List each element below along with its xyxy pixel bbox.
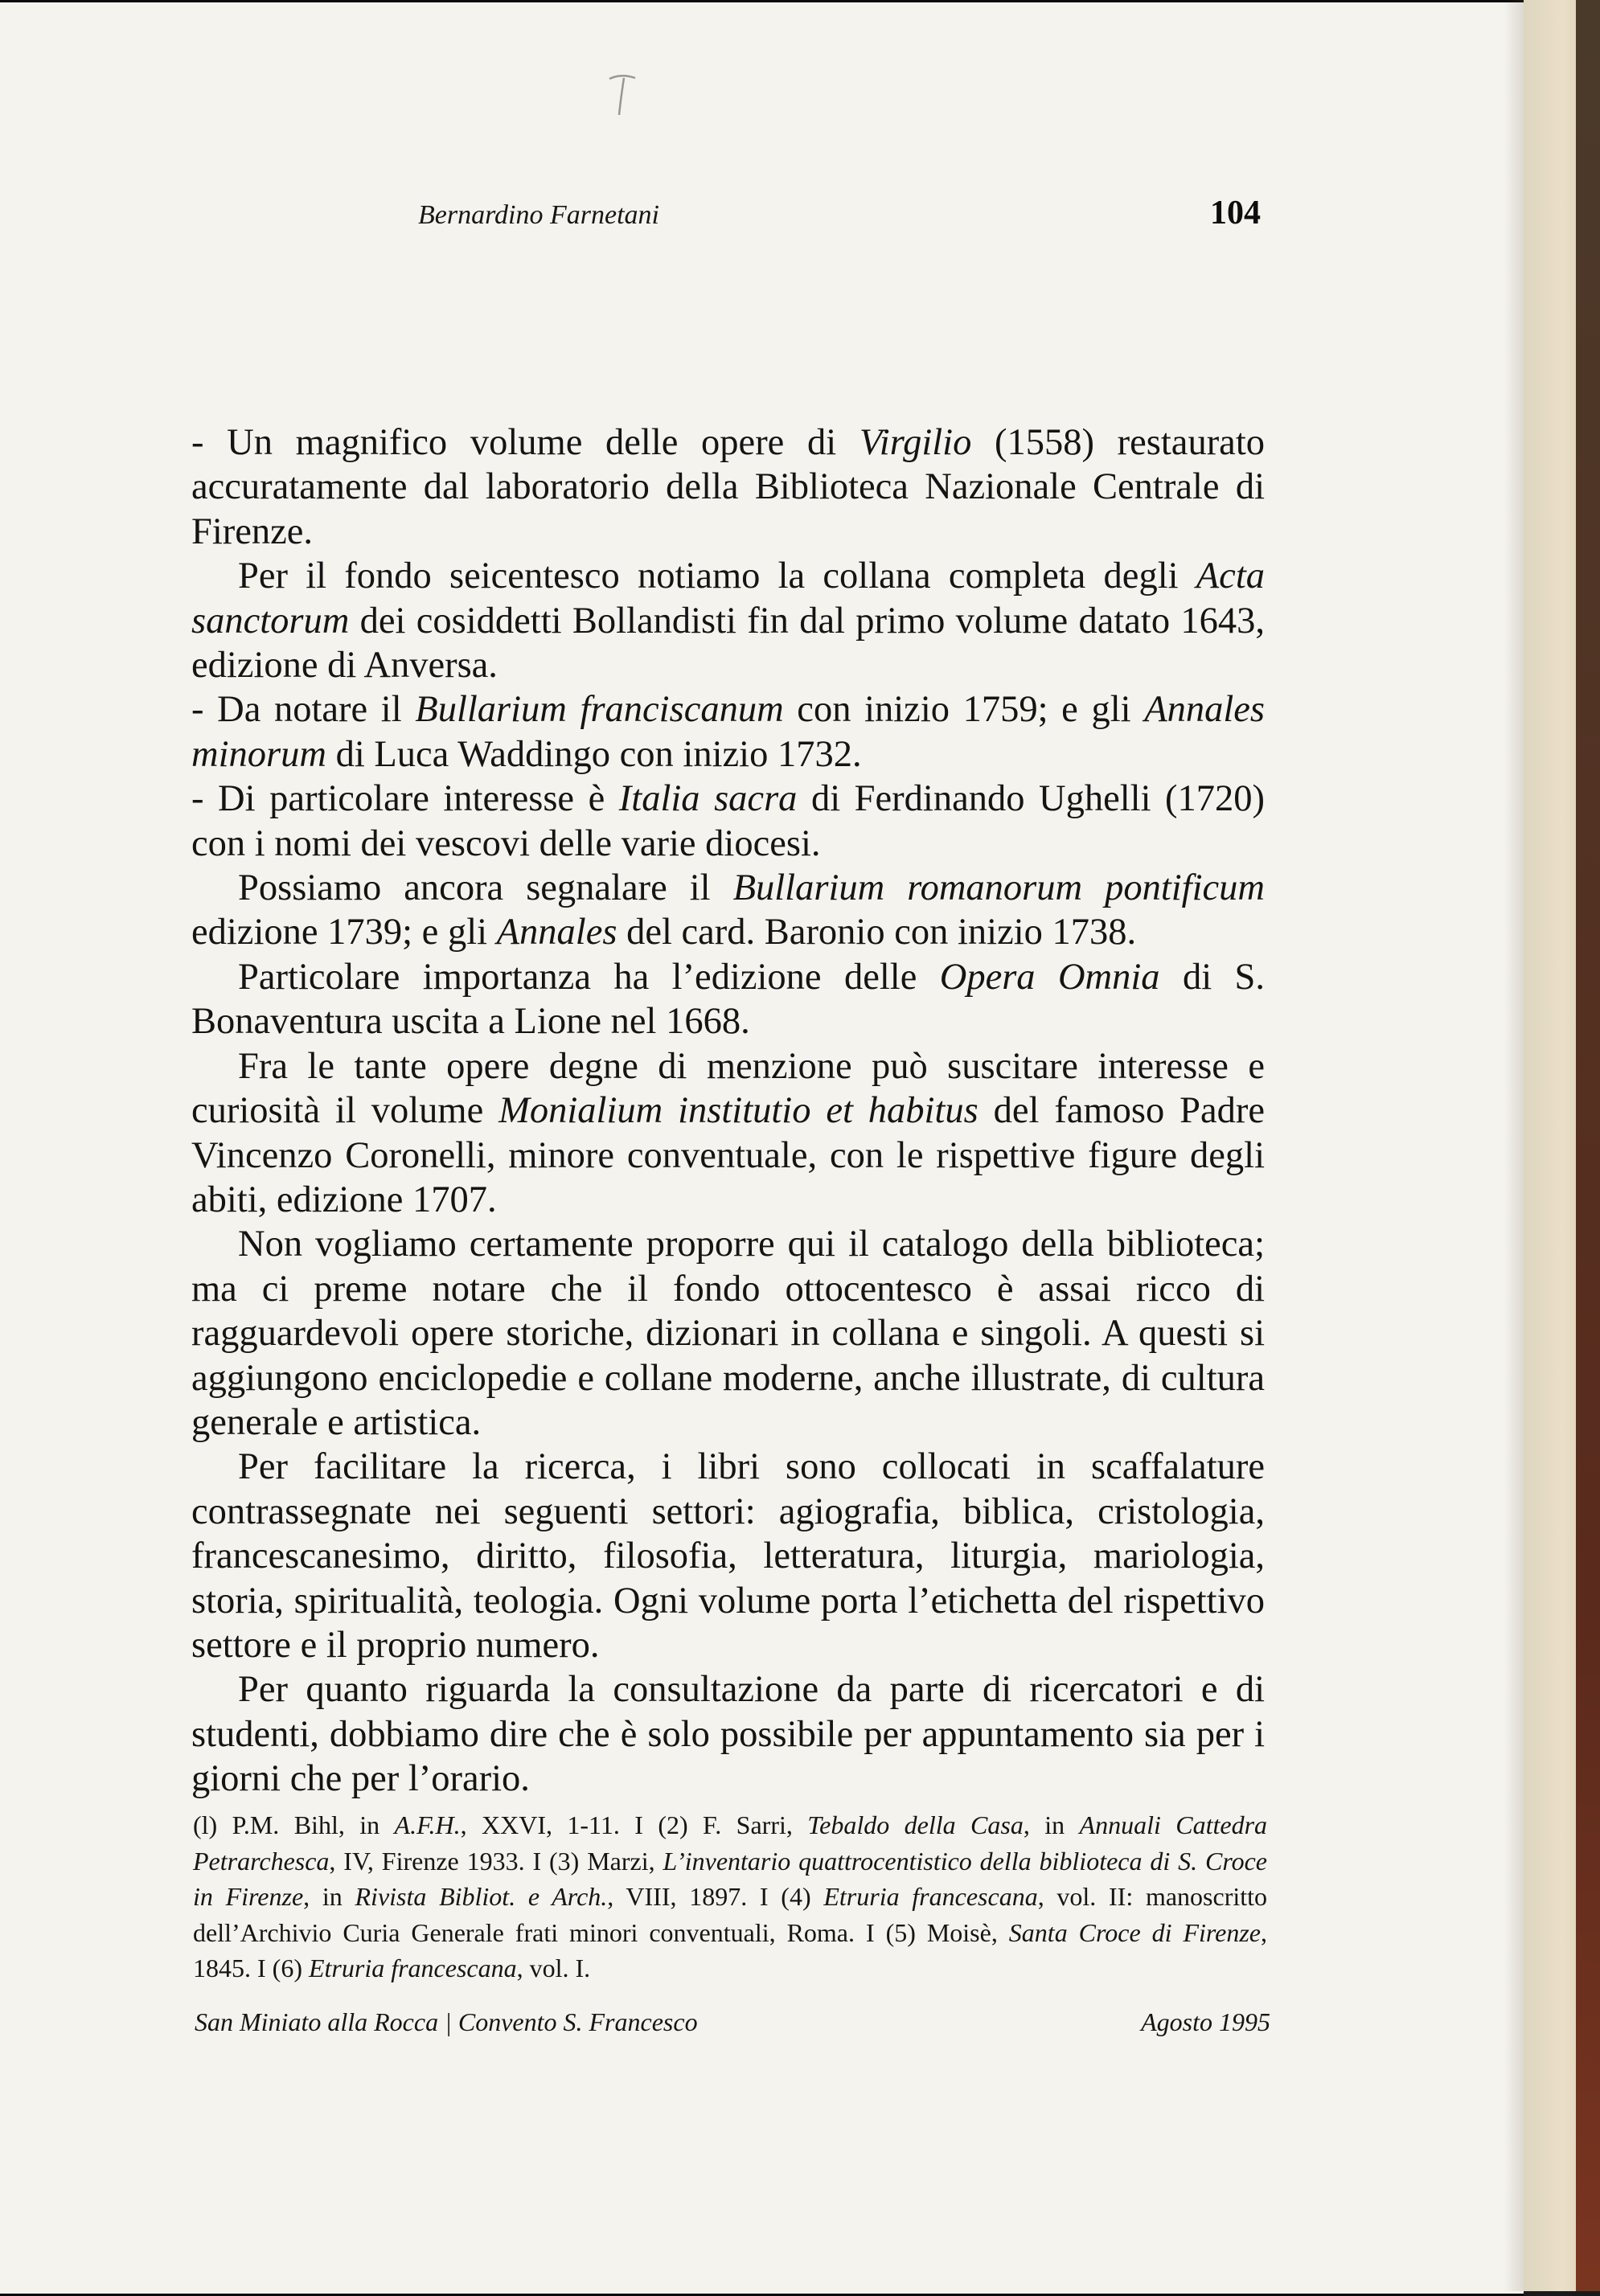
paragraph <box>191 1222 1265 1445</box>
italic-run: Etruria francescana <box>308 1954 517 1982</box>
text-run: Per quanto riguarda la consultazione da parte di ricercatori e di studenti, dobbiamo dire che è solo possibile per appuntamento sia per i giorni che per l’orario. <box>191 1669 1265 1800</box>
italic-run: Bullarium romanorum pontificum <box>732 867 1265 909</box>
text-run: del famoso Padre Vincenzo Coronelli, minore conventuale, con le rispettive figure degli abiti, edizione 1707. <box>191 1090 1265 1220</box>
text-run: , vol. I. <box>516 1954 591 1982</box>
text-run: di S. Bonaventura uscita a Lione nel 1668. <box>191 956 1266 1043</box>
paragraph <box>191 554 1265 687</box>
footer-date: Agosto 1995 <box>1141 2007 1270 2036</box>
text-run: Possiamo ancora segnalare il <box>238 867 733 909</box>
text-run: - Di particolare interesse è <box>191 778 619 820</box>
paragraph <box>191 420 1265 554</box>
italic-run: Tebaldo della Casa <box>807 1810 1024 1839</box>
text-run: - Da notare il <box>191 689 416 731</box>
italic-run: A.F.H. <box>394 1810 461 1839</box>
page-number: 104 <box>1210 195 1261 232</box>
text-run: Per facilitare la ricerca, i libri sono collocati in scaffalature contrassegnate nei seguenti settori: agiografia, biblica, cristologia, francescanesimo, diritto, filosofia, letteratura, liturgia, mariologia, storia, spiritualità, teologia. Ogni volume porta l’etichetta del rispettivo settore e il proprio numero. <box>191 1446 1265 1666</box>
text-run: Fra le tante opere degne di menzione può suscitare interesse e curiosità il volume <box>191 1045 1265 1132</box>
italic-run: Annales minorum <box>191 689 1266 775</box>
italic-run: Opera Omnia <box>939 956 1160 998</box>
text-run: con inizio 1759; e gli <box>783 689 1145 731</box>
italic-run: Monialium institutio et habitus <box>498 1090 978 1132</box>
page-header <box>0 194 1524 242</box>
italic-run: Rivista Bibliot. e Arch. <box>355 1882 608 1911</box>
text-run: , vol. II: manoscritto dell’Archivio Curia Generale frati minori conventuali, Roma. I (5) Moisè, <box>193 1882 1268 1947</box>
text-run: Particolare importanza ha l’edizione delle <box>238 956 940 998</box>
body-text <box>191 420 1265 1802</box>
text-run: (l) P.M. Bihl, in <box>193 1810 395 1839</box>
italic-run: Italia sacra <box>618 778 798 820</box>
page-footer <box>195 2007 1270 2048</box>
italic-run: Etruria francescana <box>823 1882 1038 1911</box>
text-run: Per il fondo seicentesco notiamo la collana completa degli <box>238 556 1196 597</box>
text-run: Non vogliamo certamente proporre qui il catalogo della biblioteca; ma ci preme notare che il fondo ottocentesco è assai ricco di ragguardevoli opere storiche, dizionari in collana e singoli. A questi si aggiungono enciclopedie e collane moderne, anche illustrate, di cultura generale e artistica. <box>191 1224 1265 1443</box>
text-run: , 1845. I (6) <box>193 1917 1268 1982</box>
text-run: edizione 1739; e gli <box>191 912 497 953</box>
italic-run: Acta sanctorum <box>191 556 1265 642</box>
text-run: (1558) restaurato accuratamente dal laboratorio della Biblioteca Nazionale Centrale di Firenze. <box>191 422 1265 552</box>
book-cover-edge <box>1576 0 1600 2291</box>
text-run: del card. Baronio con inizio 1738. <box>617 912 1137 953</box>
text-run: , in <box>1023 1810 1080 1839</box>
text-run: , IV, Firenze 1933. I (3) Marzi, <box>329 1846 663 1876</box>
paragraph <box>191 1445 1265 1667</box>
paragraph <box>191 1044 1265 1223</box>
italic-run: L’inventario quattrocentistico della biblioteca di S. Croce in Firenze <box>193 1846 1268 1911</box>
italic-run: Bullarium franciscanum <box>415 689 784 731</box>
text-run: di Ferdinando Ughelli (1720) con i nomi dei vescovi delle varie diocesi. <box>191 778 1265 864</box>
text-run: dei cosiddetti Bollandisti fin dal primo volume datato 1643, edizione di Anversa. <box>191 600 1265 687</box>
italic-run: Annales <box>496 912 617 953</box>
paragraph <box>191 955 1265 1044</box>
text-run: - Un magnifico volume delle opere di <box>191 422 859 463</box>
text-run: , XXVI, 1-11. I (2) F. Sarri, <box>460 1810 808 1839</box>
paragraph <box>191 687 1265 777</box>
pencil-mark-icon <box>601 67 650 123</box>
paragraph <box>191 866 1265 955</box>
italic-run: Santa Croce di Firenze <box>1008 1917 1262 1947</box>
text-run: di Luca Waddingo con inizio 1732. <box>326 733 862 775</box>
running-head: Bernardino Farnetani <box>418 200 659 230</box>
text-run: , VIII, 1897. I (4) <box>607 1882 824 1911</box>
italic-run: Annuali Cattedra Petrarchesca <box>193 1810 1268 1876</box>
footer-place: San Miniato alla Rocca | Convento S. Francesco <box>195 2007 698 2036</box>
text-run: , in <box>303 1882 355 1911</box>
footnotes <box>193 1807 1267 1986</box>
paragraph <box>191 1667 1265 1801</box>
italic-run: Virgilio <box>859 422 972 463</box>
paragraph <box>191 777 1265 866</box>
